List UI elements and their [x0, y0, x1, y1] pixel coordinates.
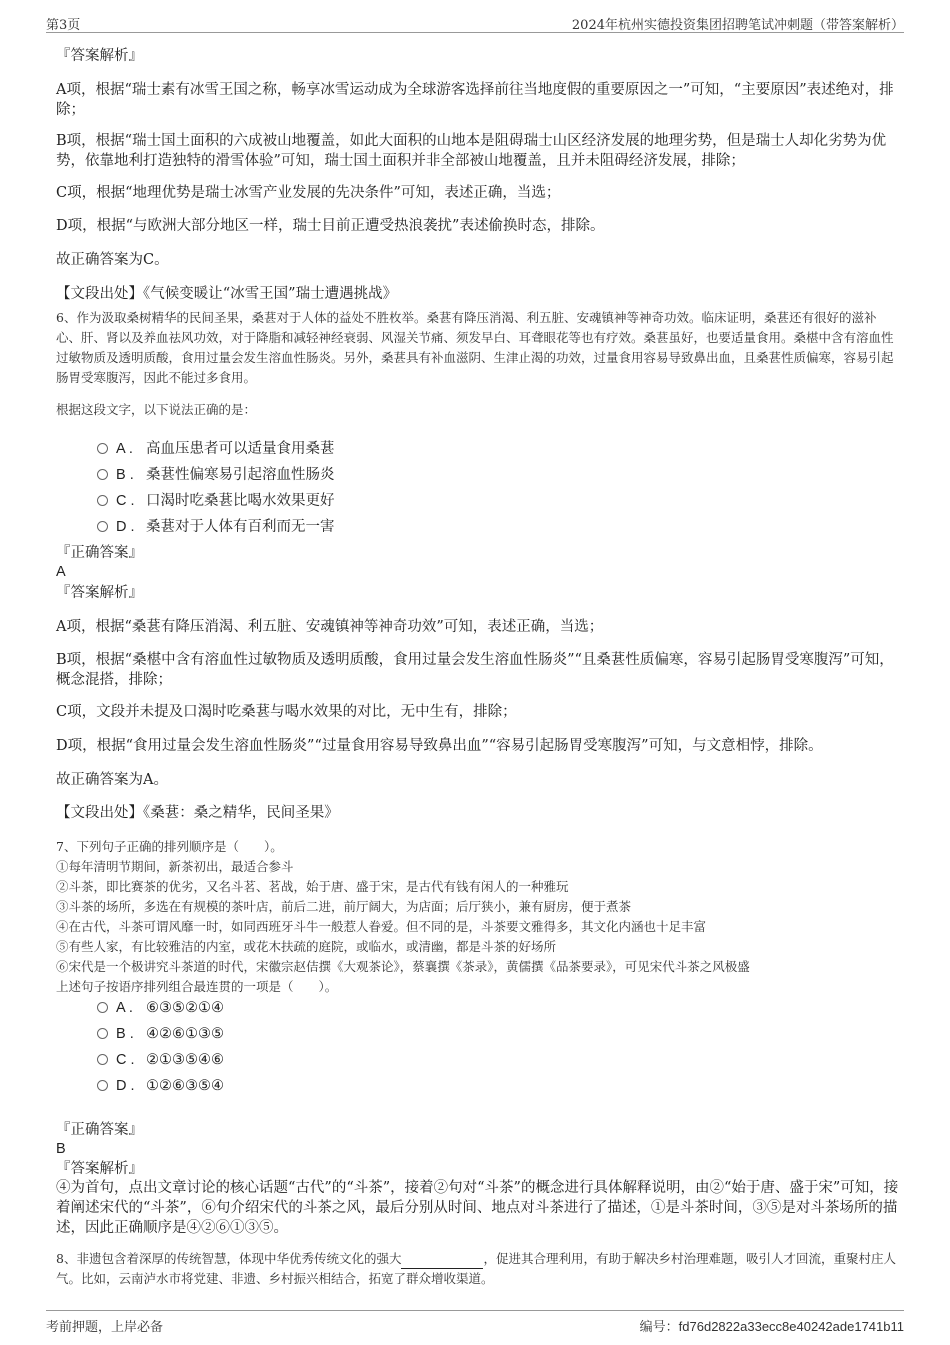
radio-icon[interactable] [97, 469, 108, 480]
q6-question: 根据这段文字，以下说法正确的是： [56, 402, 257, 417]
document-id: 编号：fd76d2822a33ecc8e40242ade1741b11 [639, 1319, 904, 1334]
q5-explain-b: B项，根据“瑞士国土面积的六成被山地覆盖，如此大面积的山地本是阻碍瑞士山区经济发展的地理劣势，但是瑞士人却化劣势为优势，依靠地利打造独特的滑雪体验”可知，瑞士国土面积并非全部被山地覆盖，且并未阻碍经济发展，排除； [56, 133, 887, 169]
q5-explain-a: A项，根据“瑞士素有冰雪王国之称，畅享冰雪运动成为全球游客选择前往当地度假的重要原因之一”可知，“主要原因”表述绝对，排除； [56, 82, 894, 118]
q5-source: 【文段出处】《气候变暖让“冰雪王国”瑞士遭遇挑战》 [56, 286, 398, 302]
q7-answer-title: 『正确答案』 [56, 1122, 143, 1138]
q6-explain-c: C项，文段并未提及口渴时吃桑葚与喝水效果的对比，无中生有，排除； [56, 704, 517, 720]
page-footer [46, 1310, 904, 1335]
q7-option-a[interactable]: A . ⑥③⑤②①④ [97, 1000, 224, 1022]
fill-blank [401, 1254, 483, 1269]
q8-stem: 8、非遗包含着深厚的传统智慧，体现中华优秀传统文化的强大 ，促进其合理利用，有助于解决乡村治理难题，吸引人才回流，重聚村庄人气。比如，云南泸水市将党建、非遗、乡村振兴相结合，拓宽了群众增收渠道。 [56, 1251, 896, 1286]
q6-explain-a: A项，根据“桑葚有降压消渴、利五脏、安魂镇神等神奇功效”可知，表述正确，当选； [56, 619, 604, 635]
q7-option-b[interactable]: B . ④②⑥①③⑤ [97, 1026, 224, 1048]
radio-icon[interactable] [97, 521, 108, 532]
q6-answer-title: 『正确答案』 [56, 545, 143, 561]
q6-option-c[interactable]: C . 口渴时吃桑葚比喝水效果更好 [97, 489, 335, 511]
radio-icon[interactable] [97, 443, 108, 454]
q6-explain-b: B项，根据“桑椹中含有溶血性过敏物质及透明质酸，食用过量会发生溶血性肠炎”“且桑葚性质偏寒，容易引起肠胃受寒腹泻”可知，概念混搭，排除； [56, 652, 894, 688]
q6-option-b[interactable]: B . 桑葚性偏寒易引起溶血性肠炎 [97, 463, 335, 485]
q7-explain-title: 『答案解析』 [56, 1161, 143, 1177]
q6-option-d[interactable]: D . 桑葚对于人体有百利而无一害 [97, 515, 335, 537]
q7-option-c[interactable]: C . ②①③⑤④⑥ [97, 1052, 224, 1074]
page-number: 第3页 [46, 18, 81, 33]
page-header [46, 10, 904, 33]
radio-icon[interactable] [97, 1028, 108, 1039]
q6-explain-d: D项，根据“食用过量会发生溶血性肠炎”“过量食用容易导致鼻出血”“容易引起肠胃受寒腹泻”可知，与文意相悖，排除。 [56, 738, 823, 754]
q7-sentence-3: ③斗茶的场所，多选在有规模的茶叶店，前后二进，前厅阔大，为店面；后厅狭小，兼有厨房，便于煮茶 [56, 899, 632, 914]
radio-icon[interactable] [97, 1002, 108, 1013]
q6-option-a[interactable]: A . 高血压患者可以适量食用桑葚 [97, 437, 335, 459]
q7-sentence-4: ④在古代，斗茶可谓风靡一时，如同西班牙斗牛一般惹人眷爱。但不同的是，斗茶要文雅得多，其文化内涵也十足丰富 [56, 919, 707, 934]
q5-explain-title: 『答案解析』 [56, 48, 143, 64]
q6-source: 【文段出处】《桑葚：桑之精华，民间圣果》 [56, 805, 339, 821]
q7-sentence-2: ②斗茶，即比赛茶的优劣，又名斗茗、茗战，始于唐、盛于宋，是古代有钱有闲人的一种雅玩 [56, 879, 569, 894]
q7-sentence-5: ⑤有些人家，有比较雅洁的内室，或花木扶疏的庭院，或临水，或清幽，都是斗茶的好场所 [56, 939, 557, 954]
radio-icon[interactable] [97, 495, 108, 506]
q7-sentence-6: ⑥宋代是一个极讲究斗茶道的时代，宋徽宗赵佶撰《大观茶论》，蔡襄撰《茶录》，黄儒撰《品茶要录》，可见宋代斗茶之风极盛 [56, 959, 750, 974]
q7-answer: B [56, 1141, 66, 1157]
q5-explain-d: D项，根据“与欧洲大部分地区一样，瑞士目前正遭受热浪袭扰”表述偷换时态，排除。 [56, 218, 605, 234]
q6-stem: 6、作为汲取桑树精华的民间圣果，桑葚对于人体的益处不胜枚举。桑葚有降压消渴、利五脏、安魂镇神等神奇功效。临床证明，桑葚还有很好的滋补心、肝、肾以及养血祛风功效，对于降脂和减轻神经衰弱、风湿关节痛、须发早白、耳聋眼花等也有疗效。桑葚虽好，也要适量食用。桑椹中含有溶血性过敏物质及透明质酸，食用过量会发生溶血性肠炎。另外，桑葚具有补血滋阴、生津止渴的功效，过量食用容易导致鼻出血，且桑葚性质偏寒，容易引起肠胃受寒腹泻，因此不能过多食用。 [56, 310, 894, 385]
q6-conclusion: 故正确答案为A。 [56, 772, 168, 788]
q7-option-d[interactable]: D . ①②⑥③⑤④ [97, 1078, 224, 1100]
document-title: 2024年杭州实德投资集团招聘笔试冲刺题（带答案解析） [571, 18, 904, 33]
radio-icon[interactable] [97, 1054, 108, 1065]
radio-icon[interactable] [97, 1080, 108, 1091]
q5-conclusion: 故正确答案为C。 [56, 252, 169, 268]
q6-answer: A [56, 564, 66, 580]
footer-slogan: 考前押题，上岸必备 [46, 1320, 164, 1335]
q5-explain-c: C项，根据“地理优势是瑞士冰雪产业发展的先决条件”可知，表述正确，当选； [56, 185, 561, 201]
q7-explain: ④为首句，点出文章讨论的核心话题“古代”的“斗茶”，接着②句对“斗茶”的概念进行具体解释说明，由②“始于唐、盛于宋”可知，接着阐述宋代的“斗茶”，⑥句介绍宋代的斗茶之风，最后分别从时间、地点对斗茶进行了描述，①是斗茶时间，③⑤是对斗茶场所的描述，因此正确顺序是④②⑥①③⑤。 [56, 1180, 899, 1236]
q6-explain-title: 『答案解析』 [56, 585, 143, 601]
q7-sentence-1: ①每年清明节期间，新茶初出，最适合参斗 [56, 859, 294, 874]
q7-question: 上述句子按语序排列组合最连贯的一项是（ ）。 [56, 979, 338, 994]
q7-stem: 7、下列句子正确的排列顺序是（ ）。 [56, 839, 283, 854]
